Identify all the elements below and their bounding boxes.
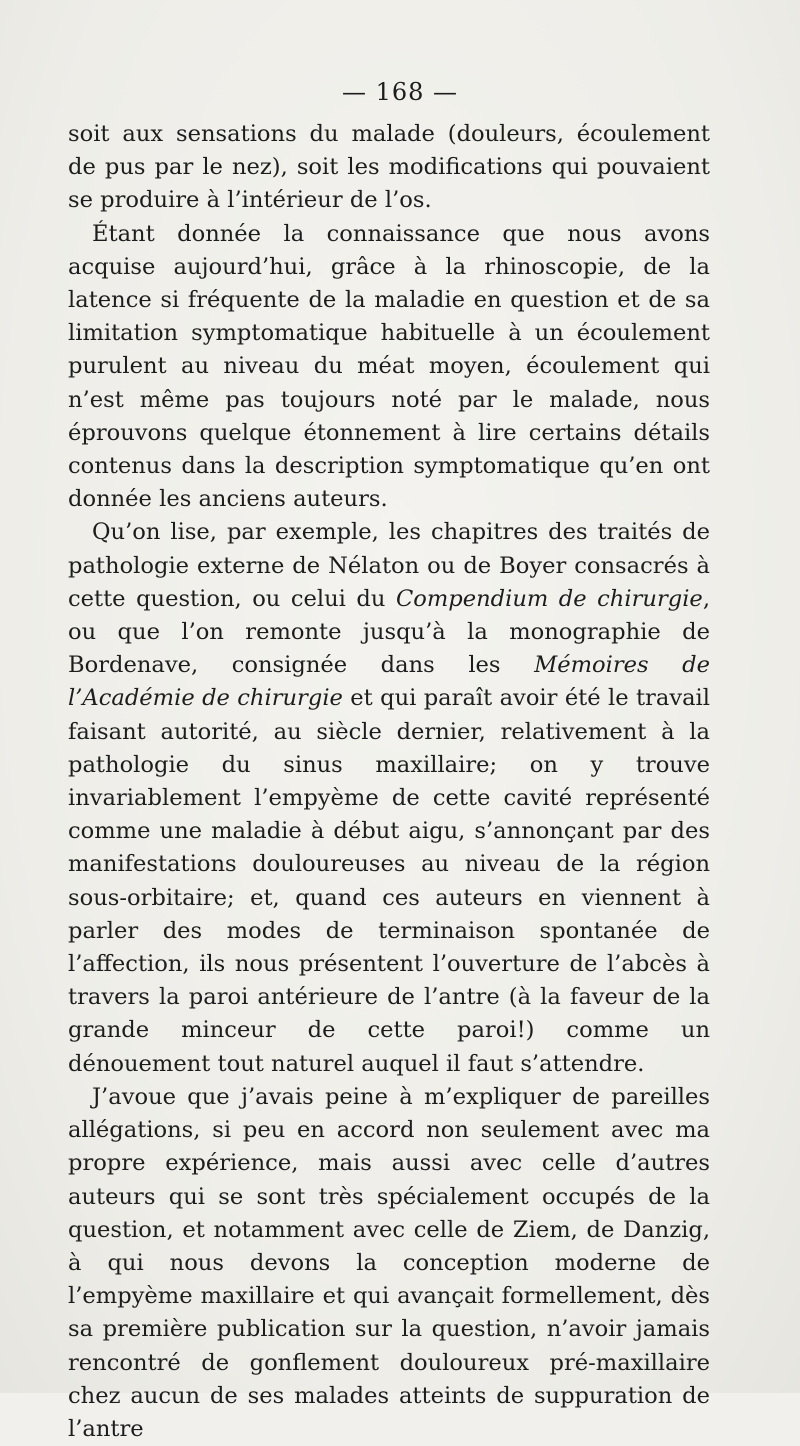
text-segment: J’avoue que j’avais peine à m’expliquer de pareilles allégations, si peu en accord non seulement avec ma propre expérience, mais aussi avec celle d’autres auteurs qui se sont très spécialement occupés de la question, et notamment avec celle de Ziem, de Danzig, à qui nous devons la conception moderne de l’empyème maxillaire et qui avançait formellement, dès sa première publication sur la question, n’avoir jamais rencontré de gonflement douloureux pré-maxillaire chez aucun de ses malades atteints de suppuration de l’antre [68,1083,710,1442]
paragraph [68,118,710,218]
text-segment: , ou que l’on remonte jusqu’à la monographie de Bordenave, consignée dans les [68,585,710,679]
text-segment: Étant donnée la connaissance que nous avons acquise aujourd’hui, grâce à la rhinoscopie, de la latence si fréquente de la maladie en question et de sa limitation symptomatique habituelle à un écoulement purulent au niveau du méat moyen, écoulement qui n’est même pas toujours noté par le malade, nous éprouvons quelque étonnement à lire certains détails contenus dans la description symptomatique qu’en ont donnée les anciens auteurs. [68,220,710,513]
italic-title: Mémoires de l’Académie de chirurgie [68,652,710,712]
page-number: — 168 — [341,78,459,106]
paragraph [68,516,710,1080]
text-segment: Qu’on lise, par exemple, les chapitres des traités de pathologie externe de Nélaton ou de Boyer consacrés à cette question, ou celui du [68,519,710,612]
body-text [68,118,710,1446]
text-segment: et qui paraît avoir été le travail faisant autorité, au siècle dernier, relativement à la pathologie du sinus maxillaire; on y trouve invariablement l’empyème de cette cavité représenté comme une maladie à début aigu, s’annonçant par des manifestations douloureuses au niveau de la région sous-orbitaire; et, quand ces auteurs en viennent à parler des modes de terminaison spontanée de l’affection, ils nous présentent l’ouverture de l’abcès à travers la paroi antérieure de l’antre (à la faveur de la grande minceur de cette paroi!) comme un dénouement tout naturel auquel il faut s’attendre. [68,685,711,1077]
italic-title: Compendium de chirurgie [395,585,703,612]
paragraph [68,1081,710,1446]
text-segment: soit aux sensations du malade (douleurs, écoulement de pus par le nez), soit les modifications qui pouvaient se produire à l’intérieur de l’os. [68,121,710,214]
paragraph [68,218,710,517]
